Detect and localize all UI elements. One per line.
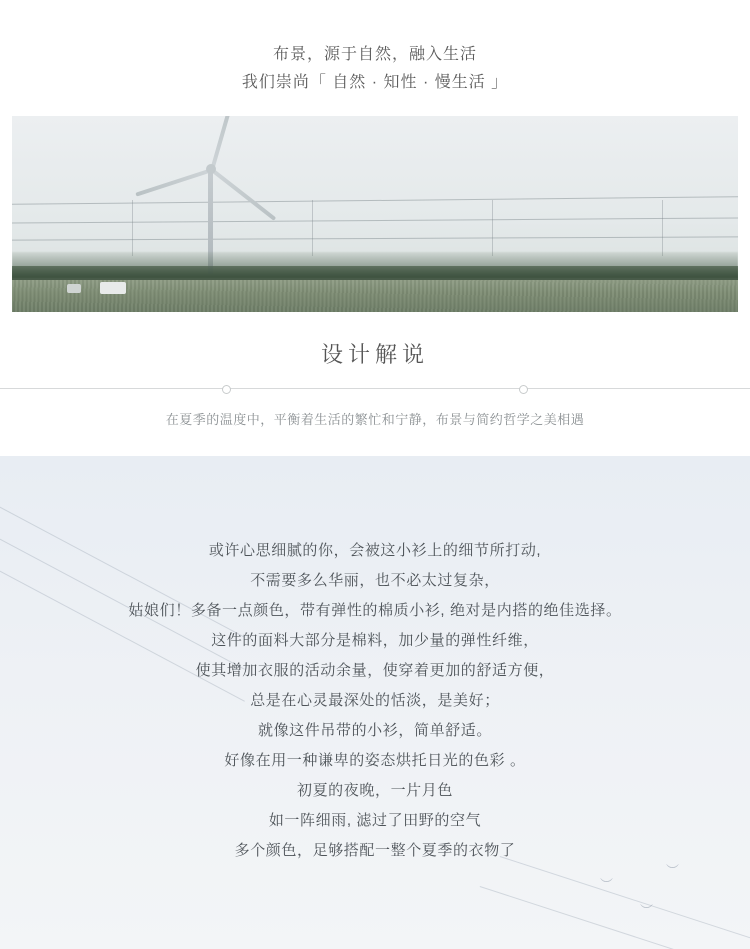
copy-line: 姑娘们！多备一点颜色，带有弹性的棉质小衫, 绝对是内搭的绝佳选择。 — [128, 602, 622, 619]
section-title: 设计解说 — [320, 342, 429, 367]
copy-line: 如一阵细雨, 滤过了田野的空气 — [268, 812, 482, 829]
divider-dot-left — [222, 385, 231, 394]
pylon-icon — [492, 200, 493, 256]
van-icon — [100, 282, 126, 294]
copy-line: 或许心思细腻的你，会被这小衫上的细节所打动, — [208, 542, 542, 559]
brand-tagline — [0, 0, 750, 96]
section-header — [0, 338, 750, 428]
copy-text-container — [0, 456, 750, 866]
car-icon — [67, 284, 81, 293]
copy-line: 好像在用一种谦卑的姿态烘托日光的色彩 。 — [224, 752, 526, 769]
pylon-icon — [132, 200, 133, 256]
description-copy-block — [0, 456, 750, 949]
background-wire-icon — [480, 886, 750, 949]
copy-line: 初夏的夜晚，一片月色 — [296, 782, 453, 799]
bird-icon: ︶ — [666, 863, 680, 878]
copy-line: 这件的面料大部分是棉料，加少量的弹性纤维， — [211, 632, 539, 649]
divider-line — [0, 388, 750, 389]
background-wire-icon — [500, 856, 750, 949]
tagline-line-2: 我们崇尚「 自然 · 知性 · 慢生活 」 — [241, 74, 509, 91]
section-divider — [0, 383, 750, 393]
sky-gradient — [12, 116, 738, 266]
bird-icon: ︶ — [600, 877, 614, 892]
section-subtitle: 在夏季的温度中，平衡着生活的繁忙和宁静，布景与简约哲学之美相遇 — [165, 412, 585, 427]
copy-line: 不需要多么华丽，也不必太过复杂， — [250, 572, 500, 589]
pylon-icon — [312, 200, 313, 256]
copy-line: 多个颜色，足够搭配一整个夏季的衣物了 — [234, 842, 516, 859]
copy-line: 总是在心灵最深处的恬淡，是美好； — [250, 692, 500, 709]
divider-dot-right — [519, 385, 528, 394]
copy-line: 使其增加衣服的活动余量，使穿着更加的舒适方便， — [195, 662, 555, 679]
wind-turbine-hub-icon — [206, 164, 216, 174]
copy-line: 就像这件吊带的小衫，简单舒适。 — [257, 722, 492, 739]
hero-landscape-image — [12, 116, 738, 312]
bird-icon: ︶ — [640, 903, 654, 918]
tagline-line-1: 布景，源于自然，融入生活 — [272, 46, 477, 63]
pylon-icon — [662, 200, 663, 256]
